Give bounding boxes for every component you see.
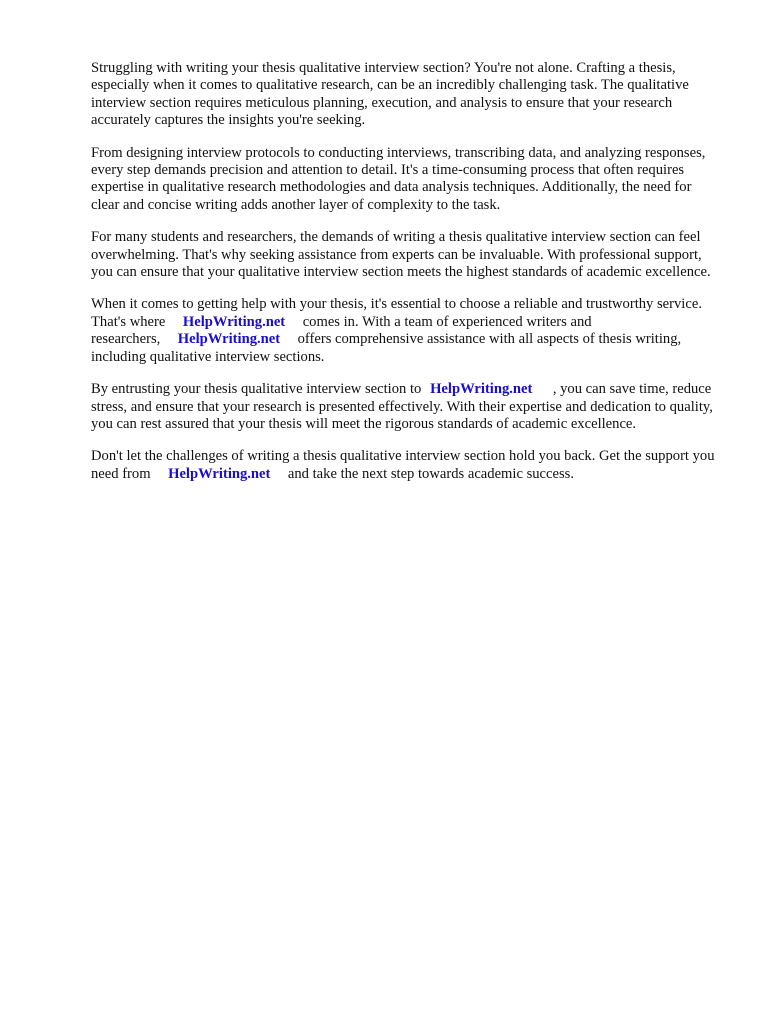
paragraph-overwhelming — [91, 229, 723, 281]
helpwriting-link[interactable]: HelpWriting.net — [182, 313, 286, 330]
paragraph-text: From designing interview protocols to conducting interviews, transcribing data, and analyzing responses, every step demands precision and attention to detail. It's a time-consuming process that often requires expertise in qualitative research methodologies and data analysis techniques. Additionally, the need for clear and concise writing adds another layer of complexity to the task. — [91, 144, 706, 213]
paragraph-text: Don't let the challenges of writing a thesis qualitative interview section hold you back. Get the support you need from — [91, 448, 715, 482]
helpwriting-link[interactable]: HelpWriting.net — [168, 465, 271, 482]
paragraph-service — [91, 296, 723, 366]
paragraph-text: and take the next step towards academic success. — [287, 465, 574, 482]
paragraph-process — [91, 145, 723, 215]
paragraph-text: For many students and researchers, the demands of writing a thesis qualitative interview section can feel overwhelming. That's why seeking assistance from experts can be invaluable. With professional support, you can ensure that your qualitative interview section meets the highest standards of academic excellence. — [91, 229, 711, 281]
paragraph-text: offers comprehensive assistance with all aspects of thesis writing, including qualitative interview sections. — [91, 331, 682, 365]
paragraph-text: When it comes to getting help with your thesis, it's essential to choose a reliable and trustworthy service. That's where — [91, 296, 702, 330]
document-body — [91, 60, 723, 498]
paragraph-intro — [91, 60, 723, 130]
paragraph-entrusting — [91, 381, 723, 433]
paragraph-text: , you can save time, reduce stress, and ensure that your research is presented effectively. With their expertise and dedication to quality, you can rest assured that your thesis will meet the rigorous standards of academic excellence. — [91, 381, 713, 432]
paragraph-text: By entrusting your thesis qualitative interview section to — [91, 381, 422, 398]
helpwriting-link[interactable]: HelpWriting.net — [430, 381, 533, 398]
helpwriting-link[interactable]: HelpWriting.net — [177, 331, 281, 348]
paragraph-closing — [91, 448, 723, 483]
paragraph-text: Struggling with writing your thesis qualitative interview section? You're not alone. Crafting a thesis, especially when it comes to qualitative research, can be an incredibly challenging task. The qualitative interview section requires meticulous planning, execution, and analysis to ensure that your research accurately captures the insights you're seeking. — [91, 60, 689, 129]
paragraph-text: comes in. With a team of experienced writers and researchers, — [91, 313, 592, 348]
